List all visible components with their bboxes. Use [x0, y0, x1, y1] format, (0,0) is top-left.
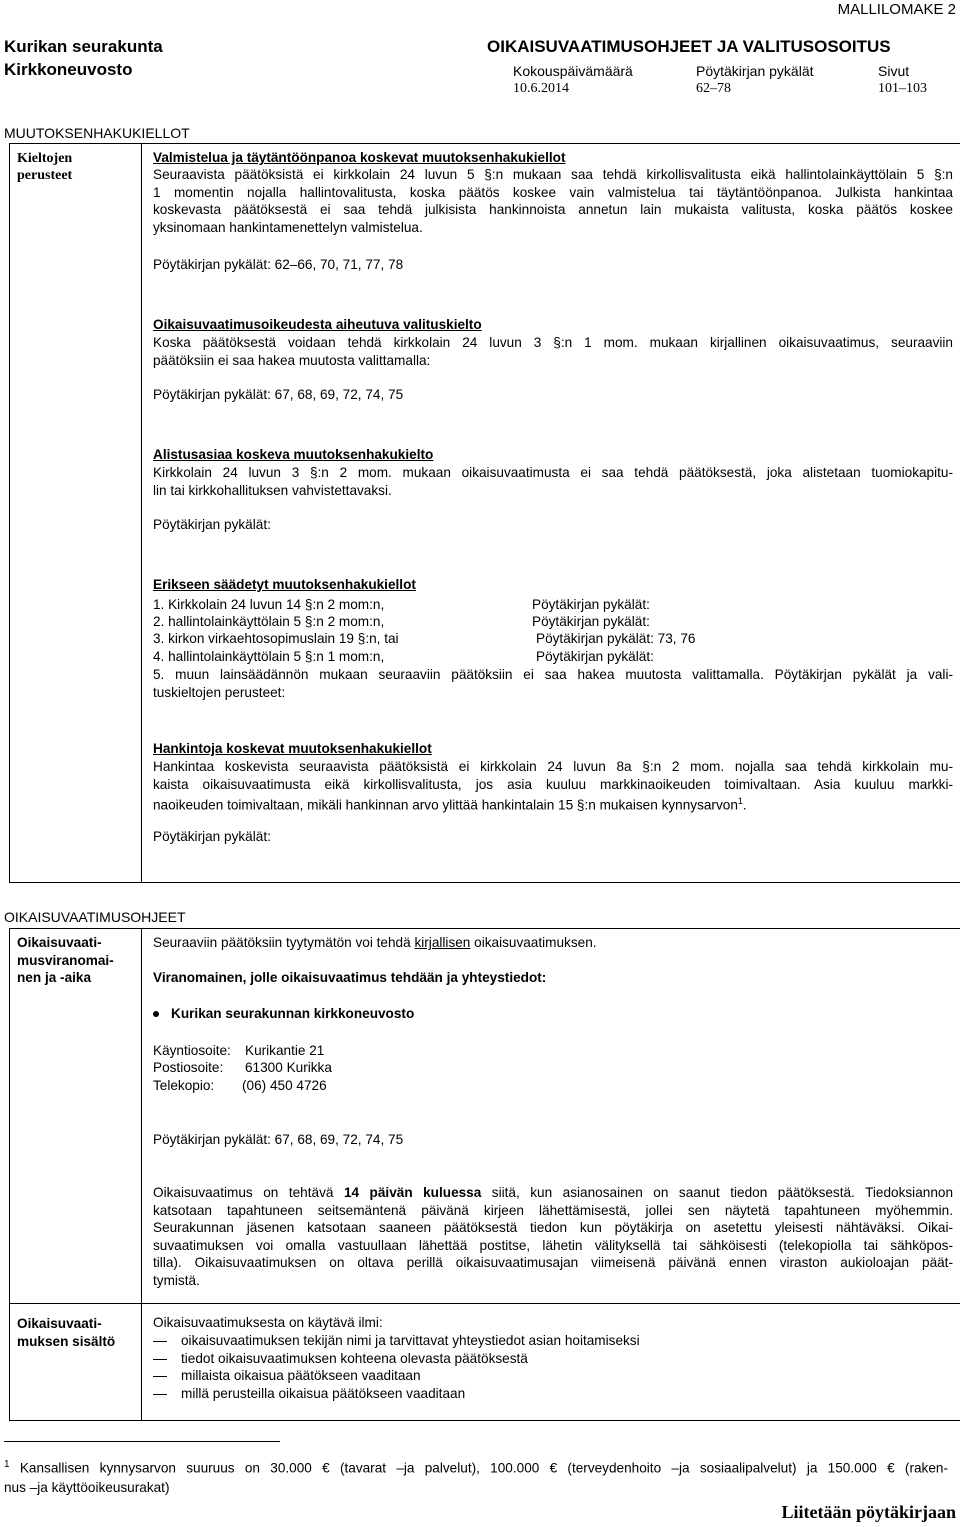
table-row-divider: [9, 1303, 960, 1304]
list-item-left: 1. Kirkkolain 24 luvun 14 §:n 2 mom:n,: [153, 597, 385, 612]
list-item-left: 3. kirkon virkaehtosopimuslain 19 §:n, tai: [153, 631, 399, 646]
footnote-mark: 1: [4, 1459, 10, 1470]
text-line: Hankintaa koskevista seuraavista päätöksistä ei kirkkolain 24 luvun 8a §:n 2 mom. nojalla saa tehdä kirkkolain mu-: [153, 759, 953, 774]
meta-value-pages: 101–103: [878, 81, 927, 96]
list-item-right: Pöytäkirjan pykälät:: [532, 614, 650, 629]
text-line: Seurakunnan jäsenen katsotaan saaneen päätöksestä tiedon kun pöytäkirja on asetettu yleisesti nähtäväksi. Oikai-: [153, 1220, 953, 1235]
meta-label-date: Kokouspäivämäärä: [513, 63, 633, 79]
deadline-post: siitä, kun asianosainen on saanut tiedon päätöksestä. Tiedoksiannon: [481, 1185, 954, 1200]
pykalat-valmistelu: Pöytäkirjan pykälät: 62–66, 70, 71, 77, 78: [153, 257, 404, 272]
form-label: MALLILOMAKE 2: [837, 1, 956, 18]
pykalat-oikaisuvaatimus: Pöytäkirjan pykälät: 67, 68, 69, 72, 74, 75: [153, 1132, 404, 1147]
dash-icon: [153, 1376, 167, 1377]
authority-name-row: [153, 1006, 414, 1021]
dash-icon: [153, 1359, 167, 1360]
text-line: [153, 793, 953, 814]
side-label-kieltojen: Kieltojen: [17, 151, 73, 166]
heading-hankinnat: Hankintoja koskevat muutoksenhakukiellot: [153, 741, 432, 756]
dash-icon: [153, 1341, 167, 1342]
table-divider: [141, 143, 142, 883]
org-name: Kurikan seurakunta: [4, 37, 163, 56]
text-line: lin tai kirkkohallituksen vahvistettavaksi.: [153, 482, 392, 498]
content-item: [153, 1386, 465, 1401]
authority-name: Kurikan seurakunnan kirkkoneuvosto: [171, 1006, 415, 1021]
paragraph-oikaisuvaatimusoikeus: [153, 334, 953, 369]
contact-label: Käyntiosoite:: [153, 1043, 231, 1058]
table-divider: [141, 928, 142, 1421]
contact-value: (06) 450 4726: [242, 1078, 327, 1093]
heading-valmistelu: Valmistelua ja täytäntöönpanoa koskevat muutoksenhakukiellot: [153, 150, 566, 165]
text-line-end: .: [742, 797, 747, 813]
text-line: tuskieltojen perusteet:: [153, 684, 286, 700]
text-line: päätöksiin ei saa hakea muutosta valittamalla:: [153, 352, 431, 368]
text-line: koskevasta päätöksestä ei saa tehdä julkisista hankinnoista annetun lain mukaista valitusta, koska päätös koskee: [153, 202, 953, 217]
paragraph-alistusasia: [153, 464, 953, 499]
text-line: nus –ja käyttöoikeusurakat): [4, 1479, 170, 1495]
paragraph-hankinnat: [153, 758, 953, 814]
text-line: [4, 1455, 948, 1478]
intro-post: oikaisuvaatimuksen.: [470, 935, 597, 950]
dash-icon: [153, 1394, 167, 1395]
list-item-right: Pöytäkirjan pykälät: 73, 76: [536, 631, 696, 646]
contact-label: Postiosoite:: [153, 1060, 224, 1075]
label-oikaisuvaatimuksen-sisalto: [17, 1315, 115, 1350]
label-line: Oikaisuvaati-: [17, 1316, 102, 1331]
text-line: katsotaan tapahtuneen seitsemäntenä päivänä kirjeen lähettämisestä, jollei sen näytetä tapahtuneen myöhemmin.: [153, 1202, 953, 1218]
text-line: [153, 1184, 953, 1202]
text-line: Kirkkolain 24 luvun 3 §:n 2 mom. mukaan oikaisuvaatimusta ei saa tehdä päätöksestä, joka alistetaan tuomiokapitu-: [153, 465, 953, 480]
org-unit: Kirkkoneuvosto: [4, 60, 133, 79]
text-line-part: naoikeuden toimivaltaan, mikäli hankinnan arvo ylittää hankintalain 15 §:n mukaisen kynnysarvon: [153, 797, 738, 813]
footer-note: Liitetään pöytäkirjaan: [781, 1502, 956, 1522]
pykalat-oikaisuvaatimusoikeus: Pöytäkirjan pykälät: 67, 68, 69, 72, 74, 75: [153, 387, 404, 402]
meta-label-pages: Sivut: [878, 63, 910, 79]
meta-value-sections: 62–78: [696, 81, 731, 96]
bullet-icon: [153, 1011, 159, 1017]
content-item: [153, 1368, 421, 1383]
content-item: [153, 1333, 640, 1348]
intro-underlined: kirjallisen: [414, 935, 471, 950]
text-line: suvaatimuksen voi omalla vastuullaan lähettää postitse, lähetin välityksellä tai sähköisesti (telekopiolla tai sähköpos-: [153, 1237, 953, 1253]
label-oikaisuvaatimusviranomainen: [17, 934, 114, 987]
deadline-bold: 14 päivän kuluessa: [343, 1185, 482, 1200]
meta-label-sections: Pöytäkirjan pykälät: [696, 63, 814, 79]
contact-label: Telekopio:: [153, 1078, 215, 1093]
side-label-perusteet: perusteet: [17, 168, 73, 183]
content-item-text: tiedot oikaisuvaatimuksen kohteena olevasta päätöksestä: [181, 1351, 528, 1366]
label-line: nen ja -aika: [17, 970, 92, 985]
text-line: 5. muun lainsäädännön mukaan seuraaviin päätöksiin ei saa hakea muutosta valittamalla. Pöytäkirjan pykälät ja vali-: [153, 667, 953, 682]
label-line: Oikaisuvaati-: [17, 935, 102, 950]
label-line: muksen sisältö: [17, 1333, 116, 1349]
heading-alistusasia: Alistusasiaa koskeva muutoksenhakukielto: [153, 447, 434, 462]
pykalat-alistusasia: Pöytäkirjan pykälät:: [153, 517, 271, 532]
text-line: tymistä.: [153, 1272, 200, 1288]
list-item-right: Pöytäkirjan pykälät:: [532, 597, 650, 612]
section-title-muutoksenhakukiellot: MUUTOKSENHAKUKIELLOT: [4, 125, 190, 141]
doc-title: OIKAISUVAATIMUSOHJEET JA VALITUSOSOITUS: [487, 37, 891, 56]
list-item-left: 4. hallintolainkäyttölain 5 §:n 1 mom:n,: [153, 649, 385, 664]
meta-value-date: 10.6.2014: [513, 81, 569, 96]
content-intro: Oikaisuvaatimuksesta on käytävä ilmi:: [153, 1315, 383, 1330]
text-line: 1 momentin nojalla hallintovalitusta, koska päätös koskee vain valmistelua tai täytäntöönpanoa. Julkista hankintaa: [153, 184, 953, 200]
text-line: Koska päätöksestä voidaan tehdä kirkkolain 24 luvun 3 §:n 1 mom. mukaan kirjallinen oikaisuvaatimus, seuraaviin: [153, 335, 953, 350]
deadline-pre: Oikaisuvaatimus on tehtävä: [153, 1185, 344, 1200]
authority-heading: Viranomainen, jolle oikaisuvaatimus tehdään ja yhteystiedot:: [153, 970, 547, 985]
contact-value: Kurikantie 21: [245, 1043, 325, 1058]
section-title-oikaisuvaatimusohjeet: OIKAISUVAATIMUSOHJEET: [4, 909, 186, 925]
list-item-left: 2. hallintolainkäyttölain 5 §:n 2 mom:n,: [153, 614, 385, 629]
content-item-text: millaista oikaisua päätökseen vaaditaan: [181, 1368, 421, 1383]
list-item-right: Pöytäkirjan pykälät:: [536, 649, 654, 664]
intro-text: [153, 935, 597, 950]
paragraph-valmistelu: [153, 166, 953, 236]
text-line: Seuraavista päätöksistä ei kirkkolain 24 luvun 5 §:n mukaan saa tehdä kirkollisvalitusta eikä hallintolainkäyttölain 5 §:n: [153, 167, 953, 182]
text-line: yksinomaan hankintamenettelyn valmistelua.: [153, 219, 423, 235]
footnote-line: Kansallisen kynnysarvon suuruus on 30.000 € (tavarat –ja palvelut), 100.000 € (terveydenhoito –ja sosiaalipalvelut) ja 150.000 € (raken-: [19, 1460, 948, 1476]
pykalat-hankinnat: Pöytäkirjan pykälät:: [153, 829, 271, 844]
content-item: [153, 1351, 528, 1366]
footnote-separator: [4, 1441, 280, 1442]
heading-erikseen-saadetyt: Erikseen säädetyt muutoksenhakukiellot: [153, 577, 416, 592]
text-line: kaista oikaisuvaatimusta eikä kirkollisvalitusta, jos asia kuuluu markkinaoikeuden toimivaltaan. Asia kuuluu markki-: [153, 776, 953, 792]
text-line: tilla). Oikaisuvaatimuksen on oltava perillä oikaisuvaatimusajan viimeisenä päivänä ennen viraston aukioloajan päät-: [153, 1255, 953, 1270]
contact-value: 61300 Kurikka: [245, 1060, 332, 1075]
intro-pre: Seuraaviin päätöksiin tyytymätön voi tehdä: [153, 935, 415, 950]
paragraph-item5: [153, 666, 953, 701]
footnote: [4, 1455, 948, 1497]
label-line: musviranomai-: [17, 952, 114, 968]
content-item-text: millä perusteilla oikaisua päätökseen vaaditaan: [181, 1386, 466, 1401]
footnote-ref: 1: [737, 796, 743, 806]
heading-oikaisuvaatimusoikeus: Oikaisuvaatimusoikeudesta aiheutuva valituskielto: [153, 317, 482, 332]
content-item-text: oikaisuvaatimuksen tekijän nimi ja tarvittavat yhteystiedot asian hoitamiseksi: [181, 1333, 640, 1348]
paragraph-deadline: [153, 1184, 953, 1289]
